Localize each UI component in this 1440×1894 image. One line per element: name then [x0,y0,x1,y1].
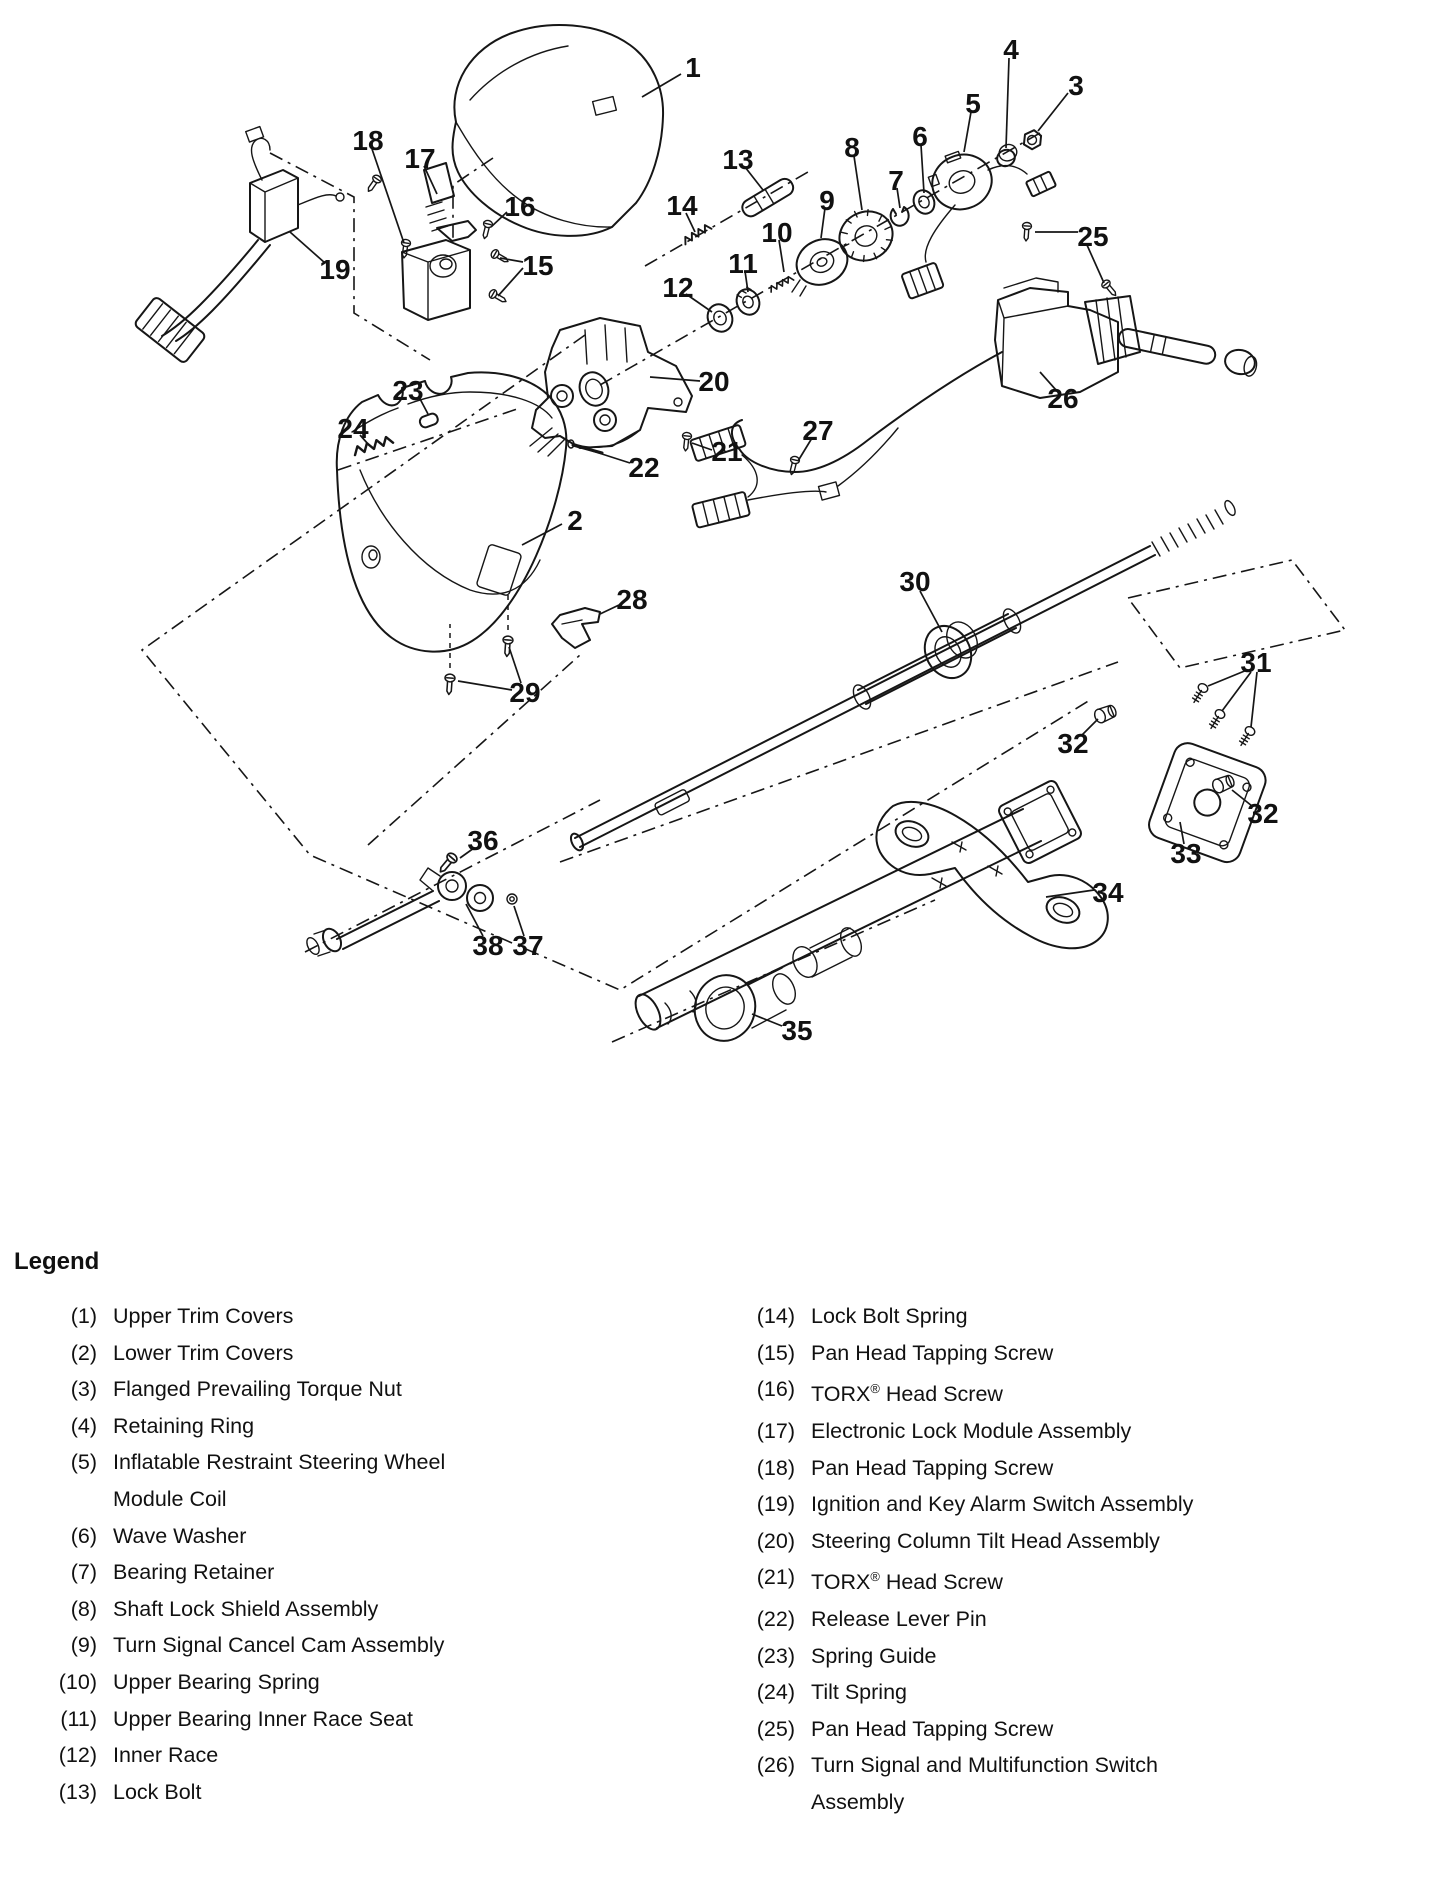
callout-number-2: 2 [567,505,583,536]
legend-item-number: (12) [58,1743,97,1768]
legend-title: Legend [14,1248,100,1275]
legend-item-text: Bearing Retainer [113,1560,275,1585]
callout-number-30: 30 [899,566,931,597]
upper-trim-cover-drawing [453,25,664,236]
legend-item-number: (7) [70,1560,97,1585]
legend-item-number: (6) [70,1523,97,1548]
legend-item-8 [30,1591,500,1628]
legend-item-1 [30,1298,500,1335]
legend-item-number: (19) [756,1492,795,1517]
legend-item-text: Spring Guide [811,1643,937,1668]
callout-number-22: 22 [628,452,660,483]
legend-item-number: (2) [70,1340,97,1365]
callout-number-32: 32 [1247,798,1279,829]
legend-item-number: (23) [756,1643,795,1668]
callout-number-1: 1 [685,52,701,83]
legend-item-text: Upper Bearing Spring [113,1669,320,1694]
legend-item-text: Electronic Lock Module Assembly [811,1418,1132,1443]
registered-trademark-symbol: ® [870,1381,880,1397]
callout-number-7: 7 [888,165,904,196]
legend-item-number: (11) [60,1706,97,1731]
legend-item-number: (4) [70,1413,97,1438]
legend-item-number: (9) [70,1633,97,1658]
callout-number-18: 18 [352,125,384,156]
callout-layer [290,34,1279,1046]
legend-item-text: Release Lever Pin [811,1607,987,1632]
lower-trim-cover-drawing [337,372,567,651]
legend-item-number: (20) [756,1528,795,1553]
callout-number-31: 31 [1240,647,1272,678]
legend-item-text: Steering Column Tilt Head Assembly [811,1528,1160,1553]
callout-number-24: 24 [337,413,369,444]
callout-number-27: 27 [802,415,834,446]
legend-item-18 [695,1450,1215,1487]
legend-item-number: (8) [70,1596,97,1621]
legend-item-25 [695,1711,1215,1748]
legend-item-24 [695,1674,1215,1711]
legend-item-text: TORX® Head Screw [811,1381,1003,1407]
legend-item-16 [695,1371,1215,1413]
callout-number-5: 5 [965,88,981,119]
callout-number-35: 35 [781,1015,813,1046]
legend-item-text: TORX® Head Screw [811,1569,1003,1595]
callout-leader-31 [1251,672,1257,727]
callout-leader-35 [752,1014,782,1026]
legend-item-text: Lower Trim Covers [113,1340,294,1365]
legend-item-text: Lock Bolt Spring [811,1304,968,1328]
legend-item-11 [30,1701,500,1738]
callout-leader-29 [458,681,512,690]
legend-item-4 [30,1408,500,1445]
legend-item-text: Upper Trim Covers [113,1304,294,1328]
callout-number-37: 37 [512,930,544,961]
callout-number-20: 20 [698,366,730,397]
callout-number-4: 4 [1003,34,1019,65]
legend-item-7 [30,1554,500,1591]
callout-leader-6 [921,145,924,193]
callout-number-36: 36 [467,825,499,856]
legend-item-number: (10) [58,1669,97,1694]
legend-item-number: (18) [756,1455,795,1480]
legend-item-19 [695,1486,1215,1523]
legend-item-number: (1) [70,1304,97,1328]
callout-number-32: 32 [1057,728,1089,759]
callout-number-15: 15 [522,250,554,281]
legend-item-text: Shaft Lock Shield Assembly [113,1596,379,1621]
upper-bearing-fastener-stack-drawing [703,129,1056,336]
legend-item-text: Upper Bearing Inner Race Seat [113,1706,413,1731]
steering-shaft-drawing [568,499,1237,852]
legend-item-15 [695,1335,1215,1372]
callout-number-12: 12 [662,272,694,303]
legend-item-number: (22) [756,1607,795,1632]
legend-item-text: Pan Head Tapping Screw [811,1340,1054,1365]
callout-number-25: 25 [1077,221,1109,252]
legend-item-14 [695,1298,1215,1335]
callout-leader-22 [577,446,630,463]
callout-number-16: 16 [504,191,536,222]
callout-number-6: 6 [912,121,928,152]
callout-number-26: 26 [1047,383,1079,414]
callout-leader-20 [650,377,700,381]
legend-left-column [30,1298,500,1810]
ignition-key-alarm-switch-drawing [134,127,344,364]
callout-number-14: 14 [666,190,698,221]
callout-leader-3 [1038,93,1068,131]
callout-number-17: 17 [404,143,436,174]
legend-item-number: (15) [756,1340,795,1365]
legend-item-26 [695,1747,1215,1820]
legend-item-number: (17) [756,1418,795,1443]
legend-item-3 [30,1371,500,1408]
callout-number-13: 13 [722,144,754,175]
callout-number-33: 33 [1170,838,1202,869]
legend-item-number: (16) [756,1377,795,1402]
callout-number-10: 10 [761,217,793,248]
callout-number-8: 8 [844,132,860,163]
legend-item-number: (24) [756,1680,795,1705]
legend-item-text: Tilt Spring [811,1680,907,1705]
legend-item-13 [30,1774,500,1811]
callout-number-23: 23 [392,375,424,406]
legend-item-number: (13) [58,1779,97,1804]
callout-number-34: 34 [1092,877,1124,908]
callout-leader-34 [1046,890,1094,897]
legend-item-text: Pan Head Tapping Screw [811,1455,1054,1480]
legend-item-text: Retaining Ring [113,1413,255,1438]
callout-number-3: 3 [1068,70,1084,101]
legend-item-5 [30,1444,500,1517]
legend-item-text: Inflatable Restraint Steering Wheel Module Coil [113,1450,446,1511]
legend-item-9 [30,1627,500,1664]
callout-leader-18 [372,149,404,243]
legend-item-22 [695,1601,1215,1638]
callout-number-11: 11 [728,248,758,279]
legend-item-20 [695,1523,1215,1560]
legend-item-10 [30,1664,500,1701]
legend-item-text: Turn Signal and Multifunction Switch Assembly [811,1753,1158,1815]
legend-item-number: (26) [756,1753,795,1778]
callout-leader-4 [1006,58,1009,148]
legend-item-text: Inner Race [113,1743,219,1768]
legend-item-text: Flanged Prevailing Torque Nut [113,1377,402,1402]
electronic-lock-module-drawing [365,163,511,320]
callout-number-9: 9 [819,185,835,216]
registered-trademark-symbol: ® [870,1569,880,1585]
legend-item-number: (5) [70,1450,97,1475]
legend-item-text: Lock Bolt [113,1779,202,1804]
callout-number-29: 29 [509,677,541,708]
bearing-retainer-drawing [687,925,865,1048]
legend-item-text: Turn Signal Cancel Cam Assembly [113,1633,445,1658]
legend-item-21 [695,1559,1215,1601]
legend-item-6 [30,1518,500,1555]
legend-item-text: Wave Washer [113,1523,247,1548]
legend-item-number: (21) [756,1565,795,1590]
tilt-head-assembly-drawing [530,318,692,456]
callout-number-21: 21 [711,436,743,467]
callout-number-28: 28 [616,584,648,615]
multifunction-switch-drawing [690,222,1259,528]
legend-item-text: Pan Head Tapping Screw [811,1716,1054,1741]
legend-item-12 [30,1737,500,1774]
legend-item-number: (25) [756,1716,795,1741]
legend-item-2 [30,1335,500,1372]
callout-leader-30 [920,591,942,632]
callout-number-38: 38 [472,930,504,961]
legend-item-23 [695,1638,1215,1675]
callout-leader-15 [498,268,523,296]
legend-item-number: (14) [756,1304,795,1328]
callout-leader-8 [854,156,862,210]
legend-item-17 [695,1413,1215,1450]
legend-right-column [695,1298,1215,1821]
callout-number-19: 19 [319,254,351,285]
legend-item-number: (3) [70,1377,97,1402]
column-jacket-assembly-drawing [630,779,1107,1034]
legend-item-text: Ignition and Key Alarm Switch Assembly [811,1492,1194,1517]
